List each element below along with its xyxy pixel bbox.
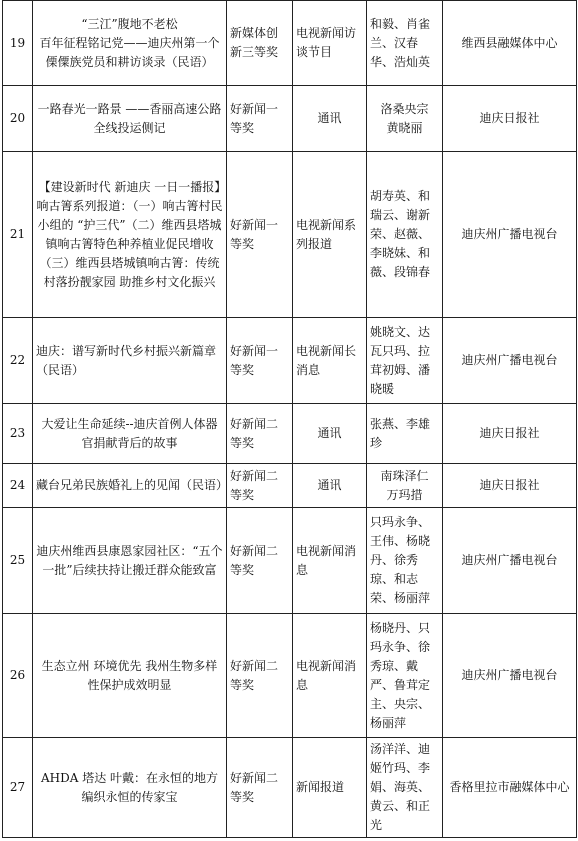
genre: 电视新闻消息	[293, 614, 367, 738]
authors: 洛桑央宗 黄晓丽	[367, 86, 443, 152]
work-title: 藏台兄弟民族婚礼上的见闻（民语）	[33, 464, 227, 508]
award-level: 好新闻二等奖	[227, 508, 293, 614]
genre: 通讯	[293, 86, 367, 152]
genre: 电视新闻长消息	[293, 318, 367, 404]
award-level: 好新闻二等奖	[227, 614, 293, 738]
organization: 迪庆州广播电视台	[443, 152, 577, 318]
genre: 电视新闻消息	[293, 508, 367, 614]
work-title: AHDA 塔达 叶戴：在永恒的地方编织永恒的传家宝	[33, 738, 227, 838]
organization: 维西县融媒体中心	[443, 1, 577, 86]
genre: 通讯	[293, 464, 367, 508]
authors: 张燕、李雄珍	[367, 404, 443, 464]
organization: 迪庆州广播电视台	[443, 508, 577, 614]
authors: 南珠泽仁 万玛措	[367, 464, 443, 508]
organization: 迪庆日报社	[443, 464, 577, 508]
row-number: 24	[3, 464, 33, 508]
row-number: 23	[3, 404, 33, 464]
table-row	[3, 152, 577, 318]
awards-table	[2, 0, 577, 838]
authors: 汤洋洋、迪姬竹玛、李娟、海英、黄云、和正光	[367, 738, 443, 838]
table-row	[3, 738, 577, 838]
genre: 新闻报道	[293, 738, 367, 838]
award-level: 好新闻一等奖	[227, 86, 293, 152]
award-level: 好新闻一等奖	[227, 318, 293, 404]
row-number: 26	[3, 614, 33, 738]
work-title: 迪庆州维西县康恩家园社区：“五个一批”后续扶持让搬迁群众能致富	[33, 508, 227, 614]
authors: 姚晓文、达瓦只玛、拉茸初姆、潘晓暖	[367, 318, 443, 404]
authors: 只玛永争、王伟、杨晓丹、徐秀琼、和志荣、杨丽萍	[367, 508, 443, 614]
organization: 香格里拉市融媒体中心	[443, 738, 577, 838]
row-number: 20	[3, 86, 33, 152]
award-level: 新媒体创新三等奖	[227, 1, 293, 86]
work-title: 大爱让生命延续--迪庆首例人体器官捐献背后的故事	[33, 404, 227, 464]
authors: 和毅、肖雀兰、汉春华、浩灿英	[367, 1, 443, 86]
organization: 迪庆州广播电视台	[443, 318, 577, 404]
table-row	[3, 508, 577, 614]
row-number: 25	[3, 508, 33, 614]
table-row	[3, 86, 577, 152]
genre: 电视新闻访谈节目	[293, 1, 367, 86]
work-title: 【建设新时代 新迪庆 一日一播报】响古箐系列报道：（一）响古箐村民小组的 “护三代”（二）维西县塔城镇响古箐特色种养植业促民增收（三）维西县塔城镇响古箐：传统村落扮靓家园 助推乡村文化振兴	[33, 152, 227, 318]
organization: 迪庆日报社	[443, 404, 577, 464]
row-number: 21	[3, 152, 33, 318]
work-title: 生态立州 环境优先 我州生物多样性保护成效明显	[33, 614, 227, 738]
award-level: 好新闻二等奖	[227, 404, 293, 464]
work-title: 迪庆：谱写新时代乡村振兴新篇章（民语）	[33, 318, 227, 404]
authors: 杨晓丹、只玛永争、徐秀琼、戴严、鲁茸定主、央宗、杨丽萍	[367, 614, 443, 738]
table-row	[3, 404, 577, 464]
row-number: 27	[3, 738, 33, 838]
row-number: 19	[3, 1, 33, 86]
work-title: 一路春光一路景 ——香丽高速公路全线投运侧记	[33, 86, 227, 152]
genre: 通讯	[293, 404, 367, 464]
award-level: 好新闻二等奖	[227, 738, 293, 838]
table-row	[3, 1, 577, 86]
row-number: 22	[3, 318, 33, 404]
table-row	[3, 318, 577, 404]
genre: 电视新闻系列报道	[293, 152, 367, 318]
table-row	[3, 614, 577, 738]
award-level: 好新闻二等奖	[227, 464, 293, 508]
work-title: “三江”腹地不老松 百年征程铭记党——迪庆州第一个傈僳族党员和耕访谈录（民语）	[33, 1, 227, 86]
organization: 迪庆日报社	[443, 86, 577, 152]
authors: 胡寿英、和瑞云、谢新荣、赵薇、李晓妹、和薇、段锦春	[367, 152, 443, 318]
award-level: 好新闻一等奖	[227, 152, 293, 318]
table-row	[3, 464, 577, 508]
organization: 迪庆州广播电视台	[443, 614, 577, 738]
